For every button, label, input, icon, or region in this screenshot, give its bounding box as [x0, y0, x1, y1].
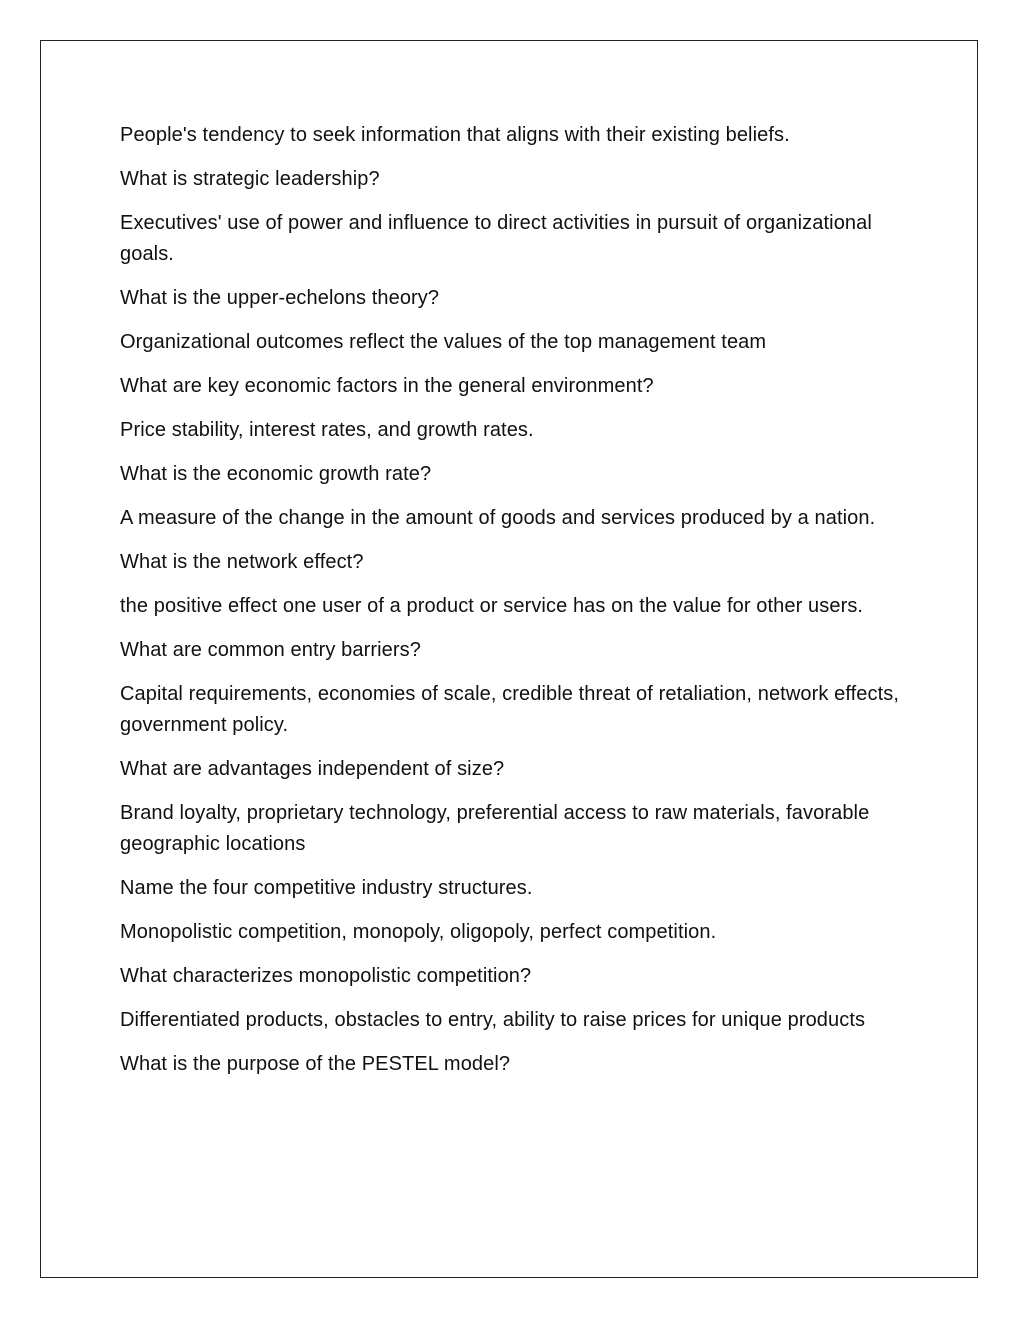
answer-text: Capital requirements, economies of scale, credible threat of retaliation, network effects, government policy. [120, 683, 900, 736]
question-text: What are key economic factors in the general environment? [120, 375, 654, 397]
question-text: Name the four competitive industry structures. [120, 877, 533, 899]
question-text: What is the purpose of the PESTEL model? [120, 1053, 511, 1075]
question-text: What is the upper-echelons theory? [120, 287, 440, 309]
question-text: What is the economic growth rate? [120, 463, 432, 485]
question-text: What characterizes monopolistic competition? [120, 965, 532, 987]
answer-text: Organizational outcomes reflect the values of the top management team [120, 331, 767, 353]
question-text: What are advantages independent of size? [120, 758, 505, 780]
answer-text: People's tendency to seek information that aligns with their existing beliefs. [120, 124, 790, 146]
answer-text: Brand loyalty, proprietary technology, preferential access to raw materials, favorable geographic locations [120, 802, 870, 855]
answer-text: Monopolistic competition, monopoly, oligopoly, perfect competition. [120, 921, 717, 943]
answer-text: the positive effect one user of a product or service has on the value for other users. [120, 595, 864, 617]
answer-text: A measure of the change in the amount of goods and services produced by a nation. [120, 507, 876, 529]
answer-text: Differentiated products, obstacles to entry, ability to raise prices for unique products [120, 1009, 866, 1031]
question-text: What are common entry barriers? [120, 639, 421, 661]
answer-text: Executives' use of power and influence to direct activities in pursuit of organizational goals. [120, 212, 872, 265]
document-body [120, 120, 900, 1093]
question-text: What is strategic leadership? [120, 168, 380, 190]
question-text: What is the network effect? [120, 551, 364, 573]
answer-text: Price stability, interest rates, and growth rates. [120, 419, 534, 441]
